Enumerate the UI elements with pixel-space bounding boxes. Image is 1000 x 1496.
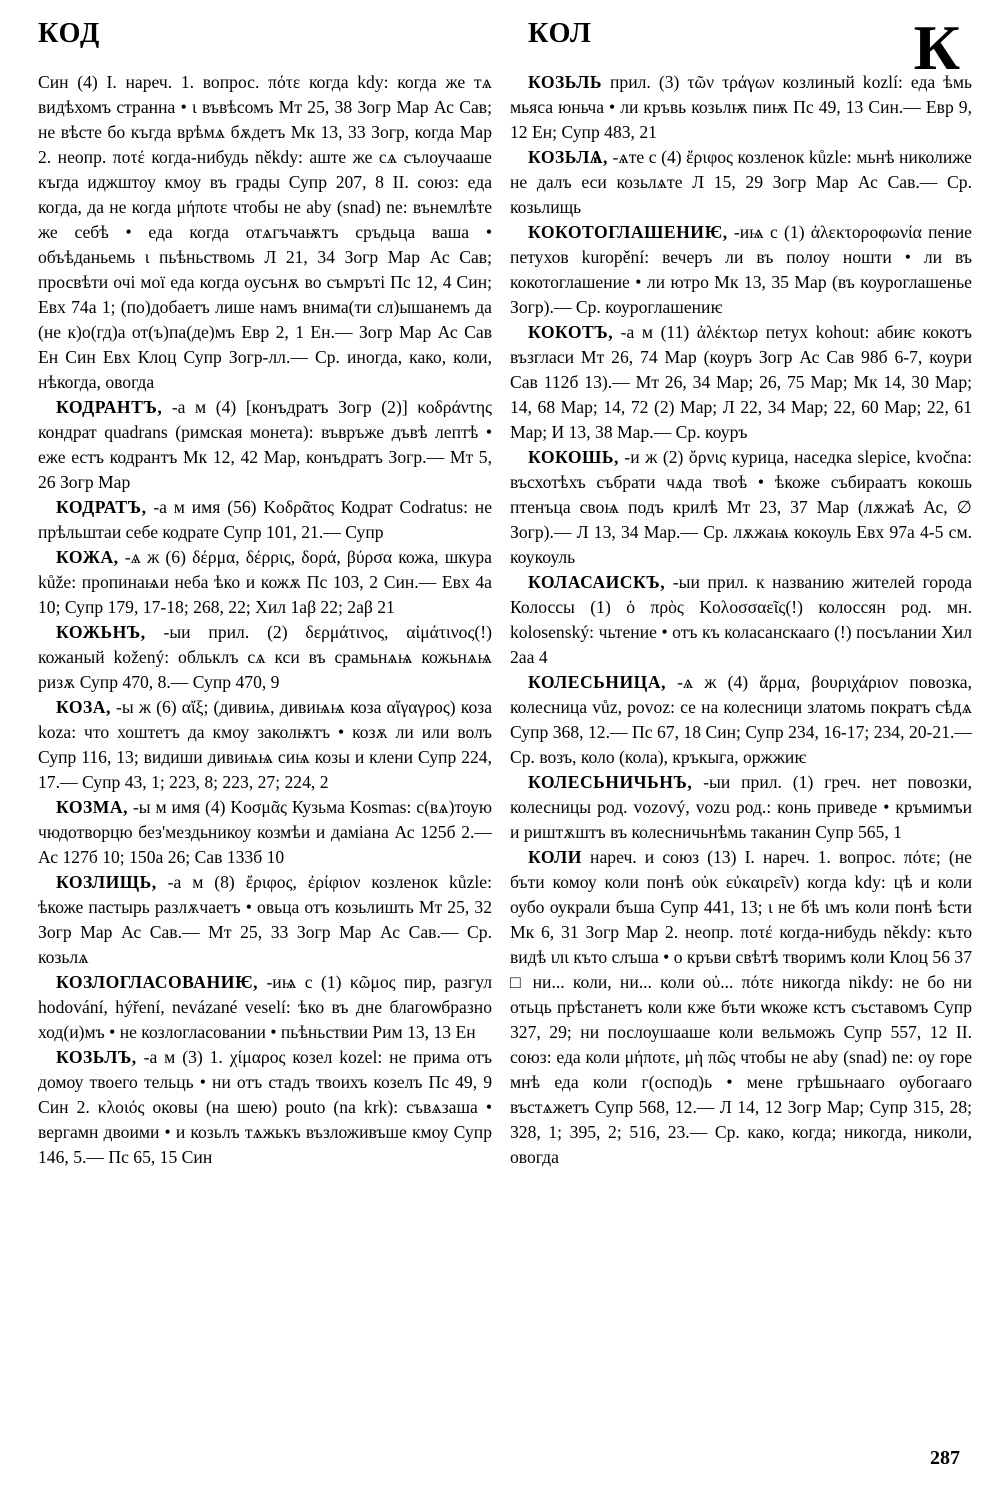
dictionary-entry: [38, 870, 492, 970]
entry-text: -ыи прил. к названию жителей города Колоссы (1) ὁ πρὸς Κολοσσαεῖς(!) колоссян род. мн. kolosenský: чьтение • отъ къ коласанскааго (!) посълании Хил 2аа 4: [510, 572, 972, 667]
entry-text: -ѧ ж (4) ἅρμα, βουριχάριον повозка, колесница vůz, povoz: се на колесници златомь пократъ сѣдѧ Супр 368, 12.— Пс 67, 18 Син; Супр 234, 16-17; 234, 20-21.— Ср. возъ, коло (кола), кръкыга, оржжиѥ: [510, 672, 972, 767]
entry-headword: КОЗМА,: [56, 797, 129, 817]
dictionary-entry: [38, 545, 492, 620]
dictionary-entry: [38, 695, 492, 795]
dictionary-entry: [38, 70, 492, 395]
entry-text: нареч. и союз (13) I. нареч. 1. вопрос. πότε; (не бъти комоу коли понѣ οὐκ εὐκαιρεῖν) когда kdy: цѣ и коли оубо оукрали бъша Супр 441, 13; ι не бѣ ιмъ коли понѣ ѣсти Мк 6, 31 Зогр Мар 2. неопр. ποτέ когда-нибудь někdy: къто видѣ ιлι къто слъша • о кръви свѣтѣ творимъ коли Клоц 56 37 □ ни... коли, ни... коли οὐ... πότε никогда nikdy: не бо ни отьць прѣстанетъ коли кже бъти ѡкоже кстъ съставомъ Супр 327, 29; ни послоушааше коли вельможъ Супр 557, 12 II. союз: еда коли μήποτε, μὴ πῶς чтобы не aby (snad) ne: оу горе мнѣ еда коли г(оспод)ь • мене грѣшьнааго оубогааго въстѧжетъ Супр 568, 12.— Л 14, 12 Зогр Мар; Супр 315, 28; 328, 1; 395, 2; 516, 23.— Ср. како, когда; никогда, николи, овогда: [510, 847, 972, 1167]
entry-headword: КОЛАСАИСКЪ,: [528, 572, 666, 592]
entry-headword: КОКОТЪ,: [528, 322, 614, 342]
running-head-left: КОД: [38, 18, 101, 49]
dictionary-entry: [38, 1045, 492, 1170]
entry-text: -а м (11) ἀλέκτωρ петух kohout: абиѥ кокотъ възгласи Мт 26, 74 Мар (коуръ Зогр Ас Сав 98б 6-7, коури Сав 112б 13).— Мт 26, 34 Мар; 26, 75 Мар; Мк 14, 30 Мар; 14, 68 Мар; 14, 72 (2) Мар; Л 22, 34 Мар; 22, 60 Мар; 22, 61 Мар; И 13, 38 Мар.— Ср. коуръ: [510, 322, 973, 442]
entry-text: -ы ж (6) αἴξ; (дивиѩ, дивиѩѩ коза αἴγαγρος) коза koza: что хоштетъ да кмоу заколѭтъ • козѫ ли или волъ Супр 116, 13; видиши дивиѩѩ сиѩ козы и клени Супр 224, 17.— Супр 43, 1; 223, 8; 223, 27; 224, 2: [38, 697, 492, 792]
entry-text: -иѩ с (1) κῶμος пир, разгул hodování, hýření, nevázané veselí: ѣко въ дне благоѡбразно ход(и)мъ • не козлогласовании • пьѣньствии Рим 13, 13 Ен: [38, 972, 492, 1042]
entry-text: -ыи прил. (1) греч. нет повозки, колесницы род. vozový, vozu род.: конь приведе • кръмимъи и риштѫштъ въ колесничьнѣмь таканин Супр 565, 1: [510, 772, 972, 842]
dictionary-entry: [38, 620, 492, 695]
entry-text: -а м (3) 1. χίμαρος козел kozel: не прима отъ домоу твоего тельць • ни отъ стадъ твоихъ козелъ Пс 49, 9 Син 2. κλοιός оковы (на шею) pouto (na krk): съвѧзаша • вергамн двоими • и козьлъ тѧжькъ възложивъше кмоу Супр 146, 5.— Пс 65, 15 Син: [38, 1047, 492, 1167]
entry-headword: КОЛЕСЬНИЦА,: [528, 672, 666, 692]
entry-headword: КОКОТОГЛАШЕНИѤ,: [528, 222, 728, 242]
entry-text: -а м имя (56) Κοδρᾶτος Кодрат Codratus: не прѣльштаи себе кодрате Супр 101, 21.— Супр: [38, 497, 492, 542]
section-letter: К: [913, 12, 960, 83]
dictionary-entry: [510, 145, 972, 220]
dictionary-entry: [510, 670, 972, 770]
entry-headword: КОЗЬЛЪ,: [56, 1047, 137, 1067]
entry-headword: КОЖЬНЪ,: [56, 622, 146, 642]
right-column: [510, 70, 972, 1170]
entry-headword: КОЗЬЛЬ: [528, 72, 602, 92]
entry-text: прил. (3) τῶν τράγων козлиный kozlí: еда ѣмь мьяса юньча • ли кръвь козьлѭ пиѭ Пс 49, 13 Син.— Евр 9, 12 Ен; Супр 483, 21: [510, 72, 972, 142]
running-head-right: КОЛ: [528, 18, 592, 49]
entry-text: Син (4) I. нареч. 1. вопрос. πότε когда kdy: когда же тѧ видѣхомъ странна • ι въвѣсомъ Мт 25, 38 Зогр Мар Ас Сав; не вѣсте бо къгда врѣмѧ бѫдетъ Мк 13, 33 Зогр, когда Мар 2. неопр. ποτέ когда-нибудь někdy: аште же сѧ сълоучааше къгда иджштоу кмоу въ грады Супр 207, 8 II. союз: еда когда, да не когда μήποτε чтобы не aby (snad) ne: вънемлѣте же себѣ • еда когда отѧгъчаѭтъ сръдьца ваша • объѣданьемь ι пьѣньствомь Л 21, 34 Зогр Мар Ас Сав; просвѣти очі мої еда когда оусънѫ во съмръті Пс 12, 4 Син; Евх 74а 1; (по)добаетъ лише намъ внима(ти сл)ышанемъ да (не к)о(гд)а от(ъ)па(де)мъ Евр 2, 1 Ен.— Зогр Мар Ас Сав Ен Син Евх Клоц Супр Зогр-лл.— Ср. иногда, како, коли, нѣкогда, овогда: [38, 72, 492, 392]
dictionary-entry: [38, 495, 492, 545]
dictionary-entry: [510, 570, 972, 670]
entry-text: -и ж (2) ὄρνις курица, наседка slepice, kvočna: въсхотѣхъ събрати чѧда твоѣ • ѣкоже събираатъ кокошь птенъца своѩ подъ крилѣ Мт 23, 37 Мар (лѫжаѣ Ас, ∅ Зогр).— Л 13, 34 Мар.— Ср. лѫжаѩ кокоуль Евх 97а 4-5 см. коукоуль: [510, 447, 972, 567]
dictionary-entry: [510, 70, 972, 145]
entry-text: -а м (4) [конъдратъ Зогр (2)] κοδράντης кондрат quadrans (римская монета): въвръже дъвѣ лептѣ • еже естъ кодрантъ Мк 12, 42 Мар, конъдратъ Зогр.— Мт 5, 26 Зогр Мар: [38, 397, 492, 492]
dictionary-entry: [38, 970, 492, 1045]
dictionary-entry: [510, 320, 972, 445]
dictionary-entry: [510, 845, 972, 1170]
entry-headword: КОЗЛИЩЬ,: [56, 872, 157, 892]
page-number: 287: [930, 1447, 960, 1469]
entry-headword: КОЗА,: [56, 697, 111, 717]
entry-headword: КОДРАНТЪ,: [56, 397, 163, 417]
entry-headword: КОДРАТЪ,: [56, 497, 147, 517]
entry-headword: КОЛЕСЬНИЧЬНЪ,: [528, 772, 693, 792]
entry-text: -ѧ ж (6) δέρμα, δέρρις, δορά, βύρσα кожа, шкура kůže: пропинаѩи неба ѣко и кожѫ Пс 103, 2 Син.— Евх 4а 10; Супр 179, 17-18; 268, 22; Хил 1аβ 22; 2аβ 21: [38, 547, 492, 617]
dictionary-entry: [510, 770, 972, 845]
entry-headword: КОЗЬЛѦ,: [528, 147, 608, 167]
dictionary-entry: [510, 445, 972, 570]
left-column: [38, 70, 492, 1170]
entry-text: -иѩ с (1) ἀλεκτοροφωνία пение петухов kuropění: вечеръ ли въ полоу ношти • ли въ кокотоглашение • ли ютро Мк 13, 35 Мар (въ коуроглашенье Зогр).— Ср. коуроглашениѥ: [510, 222, 972, 317]
entry-text: -ѧте с (4) ἔριφος козленок kůzle: мьнѣ николиже не далъ еси козьлѧте Л 15, 29 Зогр Мар Ас Сав.— Ср. козьлищь: [510, 147, 972, 217]
dictionary-entry: [510, 220, 972, 320]
entry-text: -ы м имя (4) Κοσμᾶς Кузьма Kosmas: с(вѧ)тоую чюдотворцю без'мездьникоу козмѣи и дамiана Ас 125б 2.— Ас 127б 10; 150а 26; Сав 133б 10: [38, 797, 492, 867]
entry-headword: КОЖА,: [56, 547, 119, 567]
dictionary-entry: [38, 795, 492, 870]
entry-headword: КОЛИ: [528, 847, 582, 867]
entry-text: -а м (8) ἔριφος, ἐρίφιον козленок kůzle: ѣкоже пастырь разлѫчаетъ • овьца отъ козьлишть Мт 25, 32 Зогр Мар Ас Сав.— Мт 25, 33 Зогр Мар Ас Сав.— Ср. козьлѧ: [38, 872, 492, 967]
entry-text: -ыи прил. (2) δερμάτινος, αἰμάτινος(!) кожаный kožený: обльклъ сѧ кси въ срамьнѧѩ кожьнѧѩ ризѫ Супр 470, 8.— Супр 470, 9: [38, 622, 492, 692]
dictionary-entry: [38, 395, 492, 495]
entry-headword: КОЗЛОГЛАСОВАНИѤ,: [56, 972, 259, 992]
entry-headword: КОКОШЬ,: [528, 447, 619, 467]
